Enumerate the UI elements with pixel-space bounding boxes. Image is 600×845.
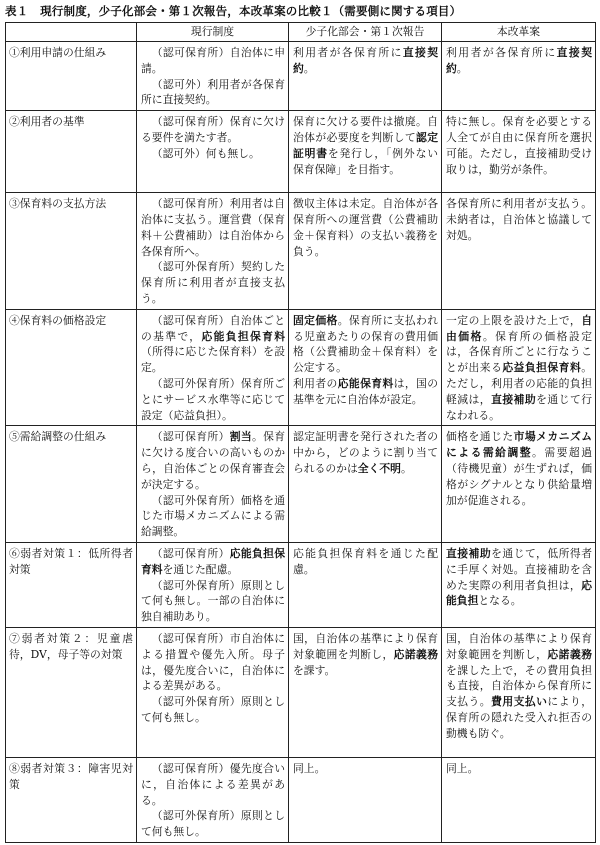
table-row [6, 111, 596, 193]
row-label: ④保育料の価格設定 [6, 309, 137, 426]
cell-report: 利用者が各保育所に直接契約。 [289, 42, 442, 111]
table-row [6, 627, 596, 757]
row-label: ⑦弱者対策２：児童虐待，DV，母子等の対策 [6, 627, 137, 757]
header-reform: 本改革案 [442, 23, 596, 42]
cell-report: 固定価格。保育所に支払われる児童あたりの保育の費用価格（公費補助金＋保育料）を公定する。 利用者の応能保育料は，国の基準を元に自治体が設定。 [289, 309, 442, 426]
header-current: 現行制度 [137, 23, 289, 42]
cell-report: 保育に欠ける要件は撤廃。自治体が必要度を判断して認定証明書を発行し，「例外ない保育保障」を目指す。 [289, 111, 442, 193]
cell-current: （認可保育所）自治体に申請。 （認可外）利用者が各保育所に直接契約。 [137, 42, 289, 111]
cell-current: （認可保育所）市自治体による措置や優先入所。母子は，優先度合いに，自治体による差異がある。 （認可外保育所）原則として何も無し。 [137, 627, 289, 757]
cell-reform: 価格を通じた市場メカニズムによる需給調整。需要超過（待機児童）が生ずれば，価格がシグナルとなり供給量増加が促進される。 [442, 426, 596, 543]
cell-current: （認可保育所）優先度合いに，自治体による差異がある。 （認可外保育所）原則として何も無し。 [137, 757, 289, 842]
table-row [6, 542, 596, 627]
cell-reform: 国，自治体の基準により保育対象範囲を判断し，応諾義務を課した上で，その費用負担も直接，自治体から保育所に支払う。費用支払いにより，保育所の隠れた受入れ拒否の動機も防ぐ。 [442, 627, 596, 757]
header-blank [6, 23, 137, 42]
cell-reform: 直接補助を通じて，低所得者に手厚く対処。直接補助を含めた実際の利用者負担は，応能負担となる。 [442, 542, 596, 627]
cell-report: 徴収主体は未定。自治体が各保育所への運営費（公費補助金＋保育料）の支払い義務を負う。 [289, 193, 442, 310]
cell-reform: 同上。 [442, 757, 596, 842]
cell-current: （認可保育所）割当。保育に欠ける度合いの高いものから，自治体ごとの保育審査会が決定する。 （認可外保育所）価格を通じた市場メカニズムによる需給調整。 [137, 426, 289, 543]
cell-reform: 一定の上限を設けた上で，自由価格。保育所の価格設定は，各保育所ごとに行なうことが出来る応益負担保育料。ただし，利用者の応能的負担軽減は，直接補助を通じて行なわれる。 [442, 309, 596, 426]
table-row [6, 42, 596, 111]
cell-current: （認可保育所）自治体ごとの基準で，応能負担保育料（所得に応じた保育料）を設定。 （認可外保育所）保育所ごとにサービス水準等に応じて設定（応益負担）。 [137, 309, 289, 426]
cell-report: 同上。 [289, 757, 442, 842]
row-label: ②利用者の基準 [6, 111, 137, 193]
cell-report: 国，自治体の基準により保育対象範囲を判断し，応諾義務を課す。 [289, 627, 442, 757]
table-row [6, 309, 596, 426]
cell-current: （認可保育所）利用者は自治体に支払う。運営費（保育料＋公費補助）は自治体から各保育所へ。 （認可外保育所）契約した保育所に利用者が直接支払う。 [137, 193, 289, 310]
row-label: ⑤需給調整の仕組み [6, 426, 137, 543]
row-label: ③保育料の支払方法 [6, 193, 137, 310]
header-report: 少子化部会・第１次報告 [289, 23, 442, 42]
table-row [6, 193, 596, 310]
cell-report: 応能負担保育料を通じた配慮。 [289, 542, 442, 627]
row-label: ⑧弱者対策３：障害児対策 [6, 757, 137, 842]
row-label: ①利用申請の仕組み [6, 42, 137, 111]
cell-current: （認可保育所）応能負担保育料を通じた配慮。 （認可外保育所）原則として何も無し。一部の自治体に独自補助あり。 [137, 542, 289, 627]
table-row [6, 426, 596, 543]
cell-reform: 特に無し。保育を必要とする人全てが自由に保育所を選択可能。ただし，直接補助受け取りは，勤労が条件。 [442, 111, 596, 193]
row-label: ⑥弱者対策１：低所得者対策 [6, 542, 137, 627]
cell-reform: 利用者が各保育所に直接契約。 [442, 42, 596, 111]
table-row [6, 757, 596, 842]
cell-reform: 各保育所に利用者が支払う。未納者は，自治体と協議して対処。 [442, 193, 596, 310]
header-row [6, 23, 596, 42]
table-title: 表１ 現行制度，少子化部会・第１次報告，本改革案の比較１（需要側に関する項目） [5, 4, 462, 18]
cell-report: 認定証明書を発行された者の中から，どのように割り当てられるのかは全く不明。 [289, 426, 442, 543]
cell-current: （認可保育所）保育に欠ける要件を満たす者。 （認可外）何も無し。 [137, 111, 289, 193]
comparison-table [5, 22, 596, 843]
